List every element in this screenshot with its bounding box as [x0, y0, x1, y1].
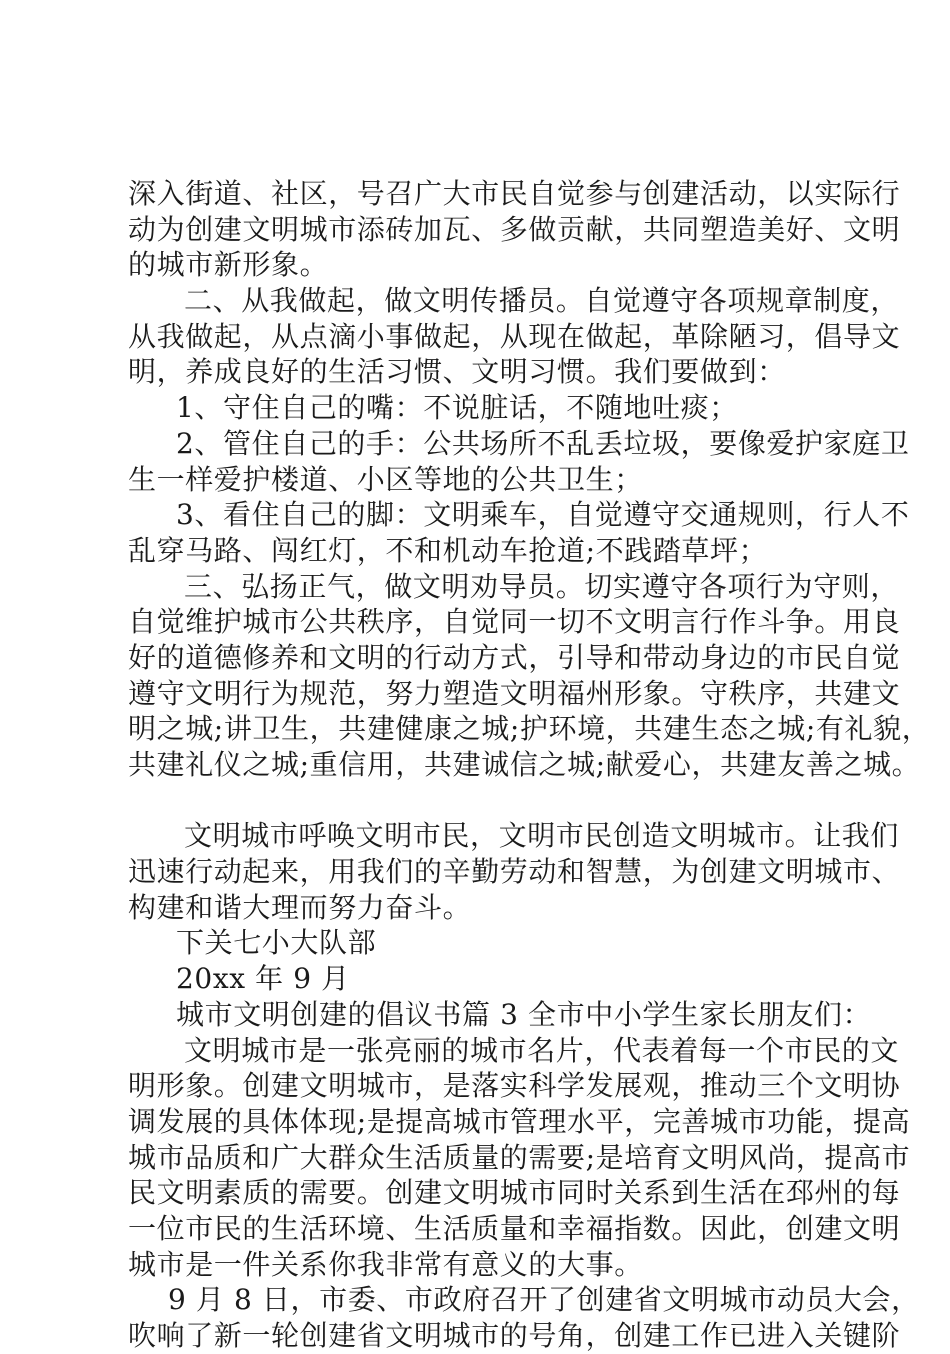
signature-organization: 下关七小大队部: [176, 926, 377, 960]
text-line: 城市是一件关系你我非常有意义的大事。: [128, 1247, 643, 1281]
text-line: 吹响了新一轮创建省文明城市的号角，创建工作已进入关键阶: [128, 1319, 901, 1352]
text-line: 迅速行动起来，用我们的辛勤劳动和智慧，为创建文明城市、: [128, 855, 901, 889]
text-line: 动为创建文明城市添砖加瓦、多做贡献，共同塑造美好、文明: [128, 212, 901, 246]
text-line: 一位市民的生活环境、生活质量和幸福指数。因此，创建文明: [128, 1211, 901, 1245]
blank-line: [128, 783, 848, 819]
document-body: [128, 176, 931, 1354]
text-line: 明形象。创建文明城市，是落实科学发展观，推动三个文明协: [128, 1069, 901, 1103]
text-line: 深入街道、社区，号召广大市民自觉参与创建活动，以实际行: [128, 177, 901, 210]
text-line: 生一样爱护楼道、小区等地的公共卫生；: [128, 462, 643, 496]
text-line: 共建礼仪之城;重信用，共建诚信之城;献爱心，共建友善之城。: [128, 748, 921, 781]
text-line: 明，养成良好的生活习惯、文明习惯。我们要做到：: [128, 355, 786, 389]
text-line: 乱穿马路、闯红灯，不和机动车抢道;不践踏草坪；: [128, 533, 768, 567]
signature-date: 20xx 年 9 月: [176, 962, 350, 996]
text-line: 构建和谐大理而努力奋斗。: [128, 890, 472, 924]
text-line: 从我做起，从点滴小事做起，从现在做起，革除陋习，倡导文: [128, 319, 901, 353]
text-line: 3、看住自己的脚：文明乘车，自觉遵守交通规则，行人不: [176, 498, 910, 532]
text-line: 9 月 8 日，市委、市政府召开了创建省文明城市动员大会，: [168, 1283, 920, 1317]
text-line: 文明城市呼唤文明市民，文明市民创造文明城市。让我们: [184, 819, 900, 853]
text-line: 自觉维护城市公共秩序，自觉同一切不文明言行作斗争。用良: [128, 605, 901, 639]
text-line: 2、管住自己的手：公共场所不乱丢垃圾，要像爱护家庭卫: [176, 426, 910, 460]
text-line: 的城市新形象。: [128, 248, 329, 282]
text-line: 二、从我做起，做文明传播员。自觉遵守各项规章制度，: [184, 284, 900, 318]
text-line: 城市品质和广大群众生活质量的需要;是培育文明风尚，提高市: [128, 1140, 911, 1174]
text-line: 好的道德修养和文明的行动方式，引导和带动身边的市民自觉: [128, 640, 901, 674]
section-heading: 城市文明创建的倡议书篇 3 全市中小学生家长朋友们：: [176, 997, 872, 1031]
text-line: 文明城市是一张亮丽的城市名片，代表着每一个市民的文: [184, 1033, 900, 1067]
text-line: 调发展的具体体现;是提高城市管理水平，完善城市功能，提高: [128, 1104, 911, 1138]
text-line: 民文明素质的需要。创建文明城市同时关系到生活在邳州的每: [128, 1176, 901, 1210]
text-line: 三、弘扬正气，做文明劝导员。切实遵守各项行为守则，: [184, 569, 900, 603]
text-line: 1、守住自己的嘴：不说脏话，不随地吐痰；: [176, 391, 738, 425]
text-line: 遵守文明行为规范，努力塑造文明福州形象。守秩序，共建文: [128, 676, 901, 710]
text-line: 明之城;讲卫生，共建健康之城;护环境，共建生态之城;有礼貌，: [128, 712, 931, 746]
